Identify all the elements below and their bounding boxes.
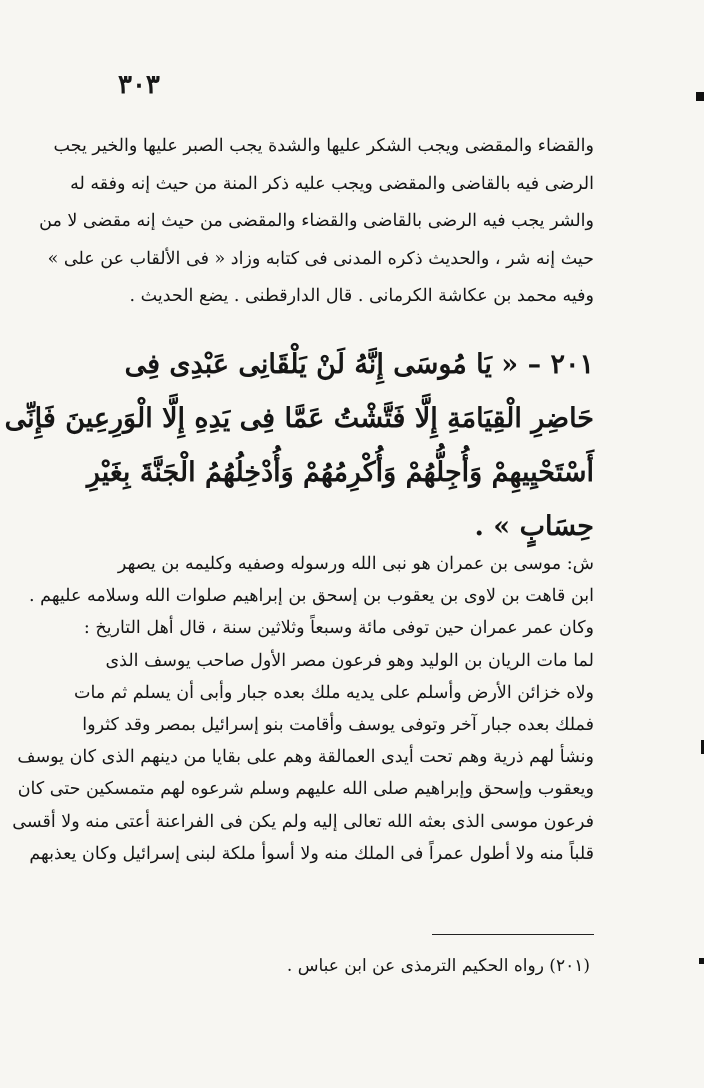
paragraph-line: والقضاء والمقضى ويجب الشكر عليها والشدة يجب الصبر عليها والخير يجب: [53, 136, 594, 156]
hadith-line: حِسَابٍ » .: [474, 511, 594, 542]
sharh-line: ونشأ لهم ذرية وهم تحت أيدى العمالقة وهم على بقايا من دينهم الذى كان يوسف: [17, 747, 594, 768]
sharh-line: ولاه خزائن الأرض وأسلم على يديه ملك بعده جبار وأبى أن يسلم ثم مات: [73, 682, 594, 703]
commentary-paragraph: [39, 128, 594, 316]
sharh-explanation: [12, 548, 594, 870]
paragraph-line: وفيه محمد بن عكاشة الكرمانى . قال الدارقطنى . يضع الحديث .: [129, 286, 594, 306]
sharh-line: ابن قاهت بن لاوى بن يعقوب بن إسحق بن إبراهيم صلوات الله وسلامه عليهم .: [29, 586, 594, 607]
hadith-line: أَسْتَحْيِيهِمْ وَأُجِلُّهُمْ وَأُكْرِمُهُمْ وَأُدْخِلُهُمُ الْجَنَّةَ بِغَيْرِ: [86, 457, 594, 488]
paragraph-line: حيث إنه شر ، والحديث ذكره المدنى فى كتابه وزاد « فى الألقاب عن على »: [47, 248, 594, 269]
scan-edge-mark: [696, 92, 704, 101]
sharh-line: وكان عمر عمران حين توفى مائة وسبعاً وثلاثين سنة ، قال أهل التاريخ :: [83, 618, 594, 639]
page-number: ٣٠٣: [118, 70, 160, 100]
footnote: (٢٠١) رواه الحكيم الترمذى عن ابن عباس .: [286, 956, 590, 976]
paragraph-line: الرضى فيه بالقاضى والمقضى ويجب عليه ذكر المنة من حيث إنه وفقه له: [70, 173, 594, 194]
hadith-text: [4, 338, 594, 554]
sharh-line: قلباً منه ولا أطول عمراً فى الملك منه ولا أسوأ ملكة لبنى إسرائيل وكان يعذبهم: [29, 843, 594, 864]
sharh-line: لما مات الريان بن الوليد وهو فرعون مصر الأول صاحب يوسف الذى: [105, 650, 594, 671]
hadith-line: حَاضِرِ الْقِيَامَةِ إِلَّا فَتَّشْتُ عَمَّا فِى يَدِهِ إِلَّا الْوَرِعِينَ فَإِنِّى: [4, 403, 594, 434]
footnote-divider: [432, 934, 594, 935]
paragraph-line: والشر يجب فيه الرضى بالقاضى والقضاء والمقضى من حيث إنه مقضى لا من: [39, 211, 594, 231]
scan-edge-mark: [699, 958, 704, 964]
hadith-line: ٢٠١ – « يَا مُوسَى إِنَّهُ لَنْ يَلْقَانِى عَبْدِى فِى: [124, 349, 594, 380]
sharh-line: ويعقوب وإسحق وإبراهيم صلى الله عليهم وسلم شرعوه لهم متمسكين حتى كان: [17, 779, 594, 800]
sharh-line: فرعون موسى الذى بعثه الله تعالى إليه ولم يكن فى الفراعنة أعتى منه ولا أقسى: [12, 811, 594, 832]
sharh-line: فملك بعده جبار آخر وتوفى يوسف وأقامت بنو إسرائيل بمصر وقد كثروا: [82, 714, 594, 735]
sharh-line: ش: موسى بن عمران هو نبى الله ورسوله وصفيه وكليمه بن يصهر: [117, 554, 594, 574]
